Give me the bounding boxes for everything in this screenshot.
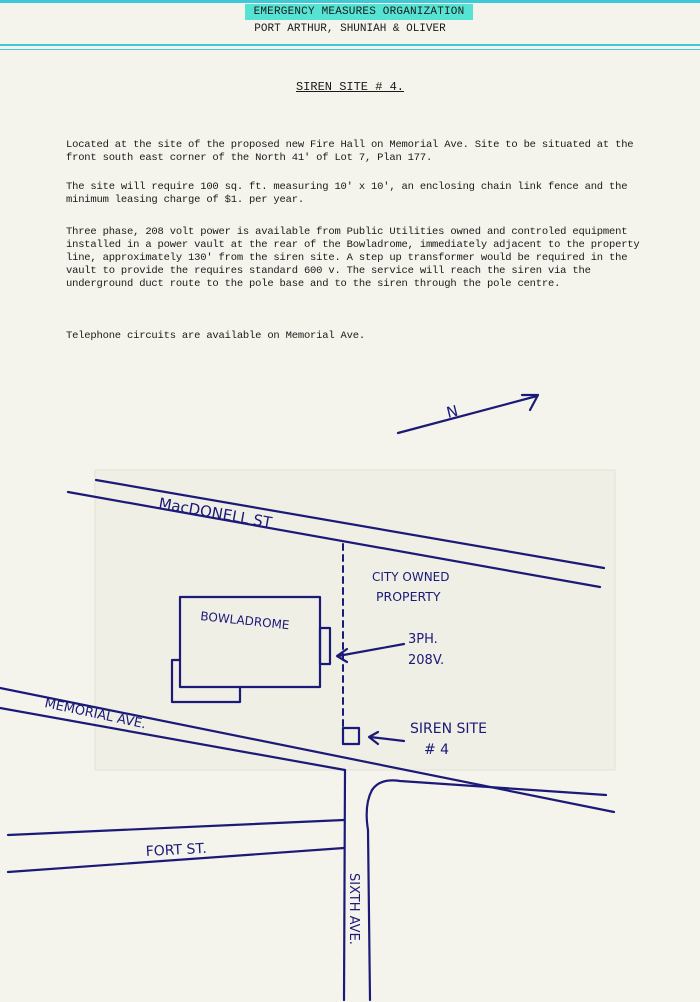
north-label: N (444, 401, 460, 422)
power-label-2: 208V. (408, 653, 445, 668)
memorial-ave-label: MEMORIAL AVE. (43, 696, 148, 733)
bowladrome-label: BOWLADROME (199, 609, 291, 633)
document-title: SIREN SITE # 4. (295, 80, 405, 94)
city-property-label-2: PROPERTY (376, 589, 441, 604)
organization-name: EMERGENCY MEASURES ORGANIZATION (245, 4, 473, 20)
power-label-1: 3PH. (408, 632, 438, 647)
sixth-ave-edge-east (367, 790, 372, 1000)
paragraph-site-requirements: The site will require 100 sq. ft. measuring 10' x 10', an enclosing chain link fence and the minimum leasing charge of $1. per year. (66, 181, 628, 206)
letterhead (0, 0, 700, 56)
site-map (0, 380, 700, 1002)
paragraph-telephone: Telephone circuits are available on Memorial Ave. (66, 330, 365, 342)
header-rule-top (0, 0, 700, 3)
siren-site-label-1: SIREN SITE (410, 721, 487, 737)
fort-street-label: FORT ST. (145, 840, 208, 860)
jurisdiction-name: PORT ARTHUR, SHUNIAH & OLIVER (254, 23, 446, 35)
north-arrow (398, 395, 538, 433)
siren-site-label-2: # 4 (424, 742, 450, 758)
fort-street-edge-north (8, 820, 344, 835)
header-rule-1 (0, 44, 700, 46)
macdonell-street-label: MacDONELL ST (157, 494, 274, 532)
header-rule-2 (0, 49, 700, 50)
paragraph-location: Located at the site of the proposed new Fire Hall on Memorial Ave. Site to be situated at the front south east corner of the North 41' of Lot 7, Plan 177. (66, 139, 634, 164)
memorial-ave-edge-south-right (372, 780, 606, 795)
faint-background-box (95, 470, 615, 770)
paragraph-power: Three phase, 208 volt power is available from Public Utilities owned and controled equipment installed in a power vault at the rear of the Bowladrome, immediately adjacent to the property line, approximately 130' from the siren site. A step up transformer would be required in the vault to provide the requires standard 600 v. The service will reach the siren via the underground duct route to the pole base and to the siren through the pole centre. (66, 226, 640, 290)
city-property-label-1: CITY OWNED (372, 570, 450, 584)
sixth-ave-edge-west (344, 770, 345, 1000)
sixth-ave-label: SIXTH AVE. (346, 873, 361, 945)
